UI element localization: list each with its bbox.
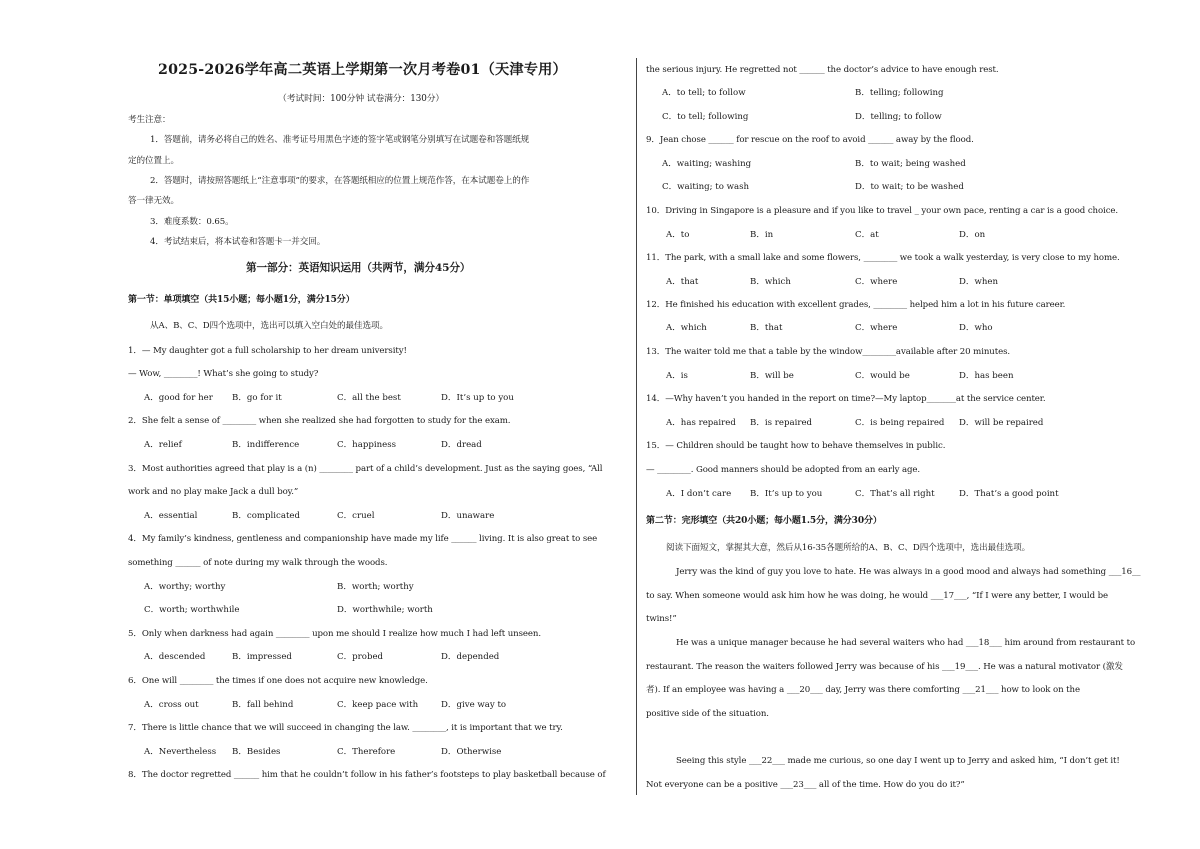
option-b: B．telling; following: [855, 88, 944, 98]
notice-line: 定的位置上。: [128, 156, 179, 166]
option-c: C．keep pace with: [337, 700, 419, 710]
option-d: D．to wait; to be washed: [855, 182, 964, 192]
notice-line: 1．答题前，请务必将自己的姓名、准考证号用黑色字迹的签字笔或钢笔分别填写在试题卷和答题纸规: [150, 135, 530, 145]
option-a: A．descended: [144, 652, 206, 662]
option-d: D．will be repaired: [959, 418, 1044, 428]
option-c: C．waiting; to wash: [662, 182, 750, 192]
option-c: C．to tell; following: [662, 112, 749, 122]
option-d: D．worthwhile; worth: [337, 605, 433, 615]
option-a: A．Nevertheless: [144, 747, 217, 757]
option-d: D．dread: [441, 440, 482, 450]
question-stem: 11．The park, with a small lake and some flowers, ________ we took a walk yesterday, is very close to my home.: [646, 253, 1120, 263]
question-stem: 3．Most authorities agreed that play is a (n) ________ part of a child’s development. Just as the saying goes, “All: [128, 464, 603, 474]
option-b: B．Besides: [232, 747, 281, 757]
passage-line: 者). If an employee was having a ___20___ day, Jerry was there comforting ___21___ how to look on the: [646, 685, 1080, 695]
option-a: A．essential: [144, 511, 198, 521]
passage-line: twins!”: [646, 614, 677, 624]
option-b: B．complicated: [232, 511, 301, 521]
option-b: B．in: [750, 230, 774, 240]
question-stem: 12．He finished his education with excellent grades, ________ helped him a lot in his future career.: [646, 300, 1066, 310]
passage-line: positive side of the situation.: [646, 709, 769, 719]
option-a: A．worthy; worthy: [144, 582, 226, 592]
option-d: D．unaware: [441, 511, 495, 521]
question-stem: work and no play make Jack a dull boy.”: [128, 487, 299, 497]
option-d: D．It’s up to you: [441, 393, 514, 403]
question-stem: 13．The waiter told me that a table by the window________available after 20 minutes.: [646, 347, 1011, 357]
passage-line: He was a unique manager because he had several waiters who had ___18___ him around from restaurant to: [676, 638, 1136, 648]
option-a: A．I don’t care: [666, 489, 732, 499]
question-stem: something ______ of note during my walk through the woods.: [128, 558, 388, 568]
option-c: C．cruel: [337, 511, 375, 521]
option-d: D．on: [959, 230, 986, 240]
option-a: A．has repaired: [666, 418, 736, 428]
option-c: C．where: [855, 277, 898, 287]
option-b: B．will be: [750, 371, 794, 381]
notice-line: 答一律无效。: [128, 196, 179, 206]
option-a: A．cross out: [144, 700, 199, 710]
option-d: D．give way to: [441, 700, 507, 710]
option-a: A．waiting; washing: [662, 159, 752, 169]
question-stem: 6．One will ________ the times if one does not acquire new knowledge.: [128, 676, 428, 686]
question-stem: 5．Only when darkness had again ________ upon me should I realize how much I had left unseen.: [128, 629, 541, 639]
option-b: B．to wait; being washed: [855, 159, 966, 169]
section1-heading: 第一节：单项填空（共15小题；每小题1分，满分15分）: [128, 295, 355, 305]
option-b: B．which: [750, 277, 791, 287]
option-d: D．who: [959, 323, 993, 333]
question-stem: — Wow, ________! What’s she going to study?: [128, 369, 319, 379]
option-a: A．to: [666, 230, 690, 240]
part1-heading: 第一部分：英语知识运用（共两节，满分45分）: [246, 262, 471, 274]
option-a: A．to tell; to follow: [662, 88, 746, 98]
passage-line: Seeing this style ___22___ made me curious, so one day I went up to Jerry and asked him, “I don’t get it!: [676, 756, 1120, 766]
question-stem: — ________. Good manners should be adopted from an early age.: [646, 465, 921, 475]
notice-heading: 考生注意：: [128, 115, 171, 125]
option-a: A．that: [666, 277, 699, 287]
option-a: A．is: [666, 371, 688, 381]
notice-line: 3．难度系数：0.65。: [150, 217, 234, 227]
passage-line: Jerry was the kind of guy you love to hate. He was always in a good mood and always had something ___16__: [676, 567, 1141, 577]
notice-line: 4．考试结束后，将本试卷和答题卡一并交回。: [150, 237, 326, 247]
option-b: B．It’s up to you: [750, 489, 823, 499]
option-c: C．probed: [337, 652, 384, 662]
passage-line: restaurant. The reason the waiters followed Jerry was because of his ___19___. He was a natural motivator (激发: [646, 662, 1123, 672]
section1-instruction: 从A、B、C、D四个选项中，选出可以填入空白处的最佳选项。: [150, 321, 388, 331]
option-b: B．go for it: [232, 393, 282, 403]
option-d: D．That’s a good point: [959, 489, 1059, 499]
option-d: D．depended: [441, 652, 500, 662]
question-stem: 7．There is little chance that we will succeed in changing the law. ________, it is important that we try.: [128, 723, 563, 733]
option-b: B．impressed: [232, 652, 292, 662]
option-c: C．That’s all right: [855, 489, 935, 499]
option-b: B．indifference: [232, 440, 300, 450]
option-a: A．which: [666, 323, 707, 333]
passage-line: to say. When someone would ask him how he was doing, he would ___17___, “If I were any better, I would be: [646, 591, 1108, 601]
question-stem: 4．My family’s kindness, gentleness and companionship have made my life ______ living. It is also great to see: [128, 534, 598, 544]
option-c: C．happiness: [337, 440, 397, 450]
column-divider: [636, 58, 637, 795]
passage-line: Not everyone can be a positive ___23___ all of the time. How do you do it?”: [646, 780, 965, 790]
option-c: C．would be: [855, 371, 910, 381]
option-b: B．worth; worthy: [337, 582, 414, 592]
section2-instruction: 阅读下面短文，掌握其大意，然后从16-35各题所给的A、B、C、D四个选项中，选出最佳选项。: [666, 543, 1031, 553]
notice-line: 2．答题时，请按照答题纸上“注意事项”的要求，在答题纸相应的位置上规范作答，在本试题卷上的作: [150, 176, 530, 186]
question-stem: 15．— Children should be taught how to behave themselves in public.: [646, 441, 946, 451]
option-b: B．fall behind: [232, 700, 294, 710]
option-a: A．good for her: [144, 393, 213, 403]
option-c: C．where: [855, 323, 898, 333]
option-c: C．all the best: [337, 393, 401, 403]
question-stem: 9．Jean chose ______ for rescue on the roof to avoid ______ away by the flood.: [646, 135, 974, 145]
section2-heading: 第二节：完形填空（共20小题；每小题1.5分，满分30分）: [646, 516, 882, 526]
option-c: C．Therefore: [337, 747, 396, 757]
option-b: B．is repaired: [750, 418, 813, 428]
question-stem: 14．—Why haven’t you handed in the report on time?—My laptop_______at the service center.: [646, 394, 1046, 404]
option-d: D．Otherwise: [441, 747, 502, 757]
page-title: 2025-2026学年高二英语上学期第一次月考卷01（天津专用）: [158, 62, 567, 78]
question-stem: 10．Driving in Singapore is a pleasure and if you like to travel _ your own pace, renting a car is a good choice.: [646, 206, 1119, 216]
question-stem: 1．— My daughter got a full scholarship to her dream university!: [128, 346, 407, 356]
option-d: D．telling; to follow: [855, 112, 942, 122]
option-c: C．worth; worthwhile: [144, 605, 240, 615]
option-d: D．when: [959, 277, 998, 287]
question-stem: the serious injury. He regretted not ______ the doctor’s advice to have enough rest.: [646, 65, 999, 75]
option-c: C．at: [855, 230, 879, 240]
question-stem: 2．She felt a sense of ________ when she realized she had forgotten to study for the exam.: [128, 416, 511, 426]
question-stem: 8．The doctor regretted ______ him that he couldn’t follow in his father’s footsteps to play basketball because of: [128, 770, 606, 780]
exam-info: （考试时间：100分钟 试卷满分：130分）: [278, 94, 445, 104]
option-a: A．relief: [144, 440, 182, 450]
option-d: D．has been: [959, 371, 1014, 381]
option-b: B．that: [750, 323, 783, 333]
option-c: C．is being repaired: [855, 418, 945, 428]
